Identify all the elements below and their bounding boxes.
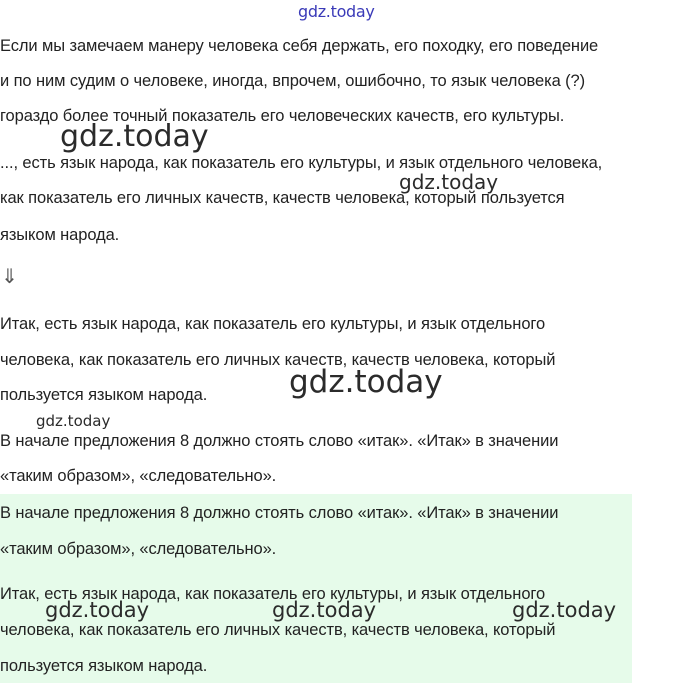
watermark-large-2: gdz.today bbox=[289, 364, 443, 400]
paragraph-2-line-3: языком народа. bbox=[0, 226, 120, 244]
answer-paragraph-2-line-2: человека, как показатель его личных качеств, качеств человека, который bbox=[0, 621, 556, 639]
paragraph-2-line-2: как показатель его личных качеств, качеств человека, который пользуется bbox=[0, 189, 565, 207]
paragraph-1-line-1: Если мы замечаем манеру человека себя держать, его походку, его поведение bbox=[0, 37, 599, 55]
paragraph-2-line-1: ..., есть язык народа, как показатель его культуры, и язык отдельного человека, bbox=[0, 154, 603, 172]
paragraph-3-line-1: Итак, есть язык народа, как показатель его культуры, и язык отдельного bbox=[0, 315, 546, 333]
paragraph-1-line-3: гораздо более точный показатель его человеческих качеств, его культуры. bbox=[0, 107, 565, 125]
watermark-bottom-2: gdz.today bbox=[272, 598, 377, 622]
watermark-bottom-1: gdz.today bbox=[45, 598, 150, 622]
watermark-small-1: gdz.today bbox=[36, 412, 111, 430]
watermark-large-1: gdz.today bbox=[60, 119, 209, 154]
answer-paragraph-1-line-1: В начале предложения 8 должно стоять слово «итак». «Итак» в значении bbox=[0, 504, 559, 522]
paragraph-3-line-2: человека, как показатель его личных качеств, качеств человека, который bbox=[0, 351, 556, 369]
paragraph-4-line-2: «таким образом», «следовательно». bbox=[0, 467, 277, 485]
answer-paragraph-1-line-2: «таким образом», «следовательно». bbox=[0, 540, 277, 558]
answer-paragraph-2-line-3: пользуется языком народа. bbox=[0, 657, 208, 675]
watermark-medium-1: gdz.today bbox=[399, 170, 499, 194]
answer-paragraph-2-line-1: Итак, есть язык народа, как показатель его культуры, и язык отдельного bbox=[0, 585, 546, 603]
watermark-top: gdz.today bbox=[298, 2, 375, 21]
paragraph-3-line-3: пользуется языком народа. bbox=[0, 386, 208, 404]
paragraph-1-line-2: и по ним судим о человеке, иногда, впрочем, ошибочно, то язык человека (?) bbox=[0, 72, 586, 90]
paragraph-4-line-1: В начале предложения 8 должно стоять слово «итак». «Итак» в значении bbox=[0, 432, 559, 450]
down-arrow-icon: ⇓ bbox=[1, 264, 18, 288]
watermark-bottom-3: gdz.today bbox=[512, 598, 617, 622]
